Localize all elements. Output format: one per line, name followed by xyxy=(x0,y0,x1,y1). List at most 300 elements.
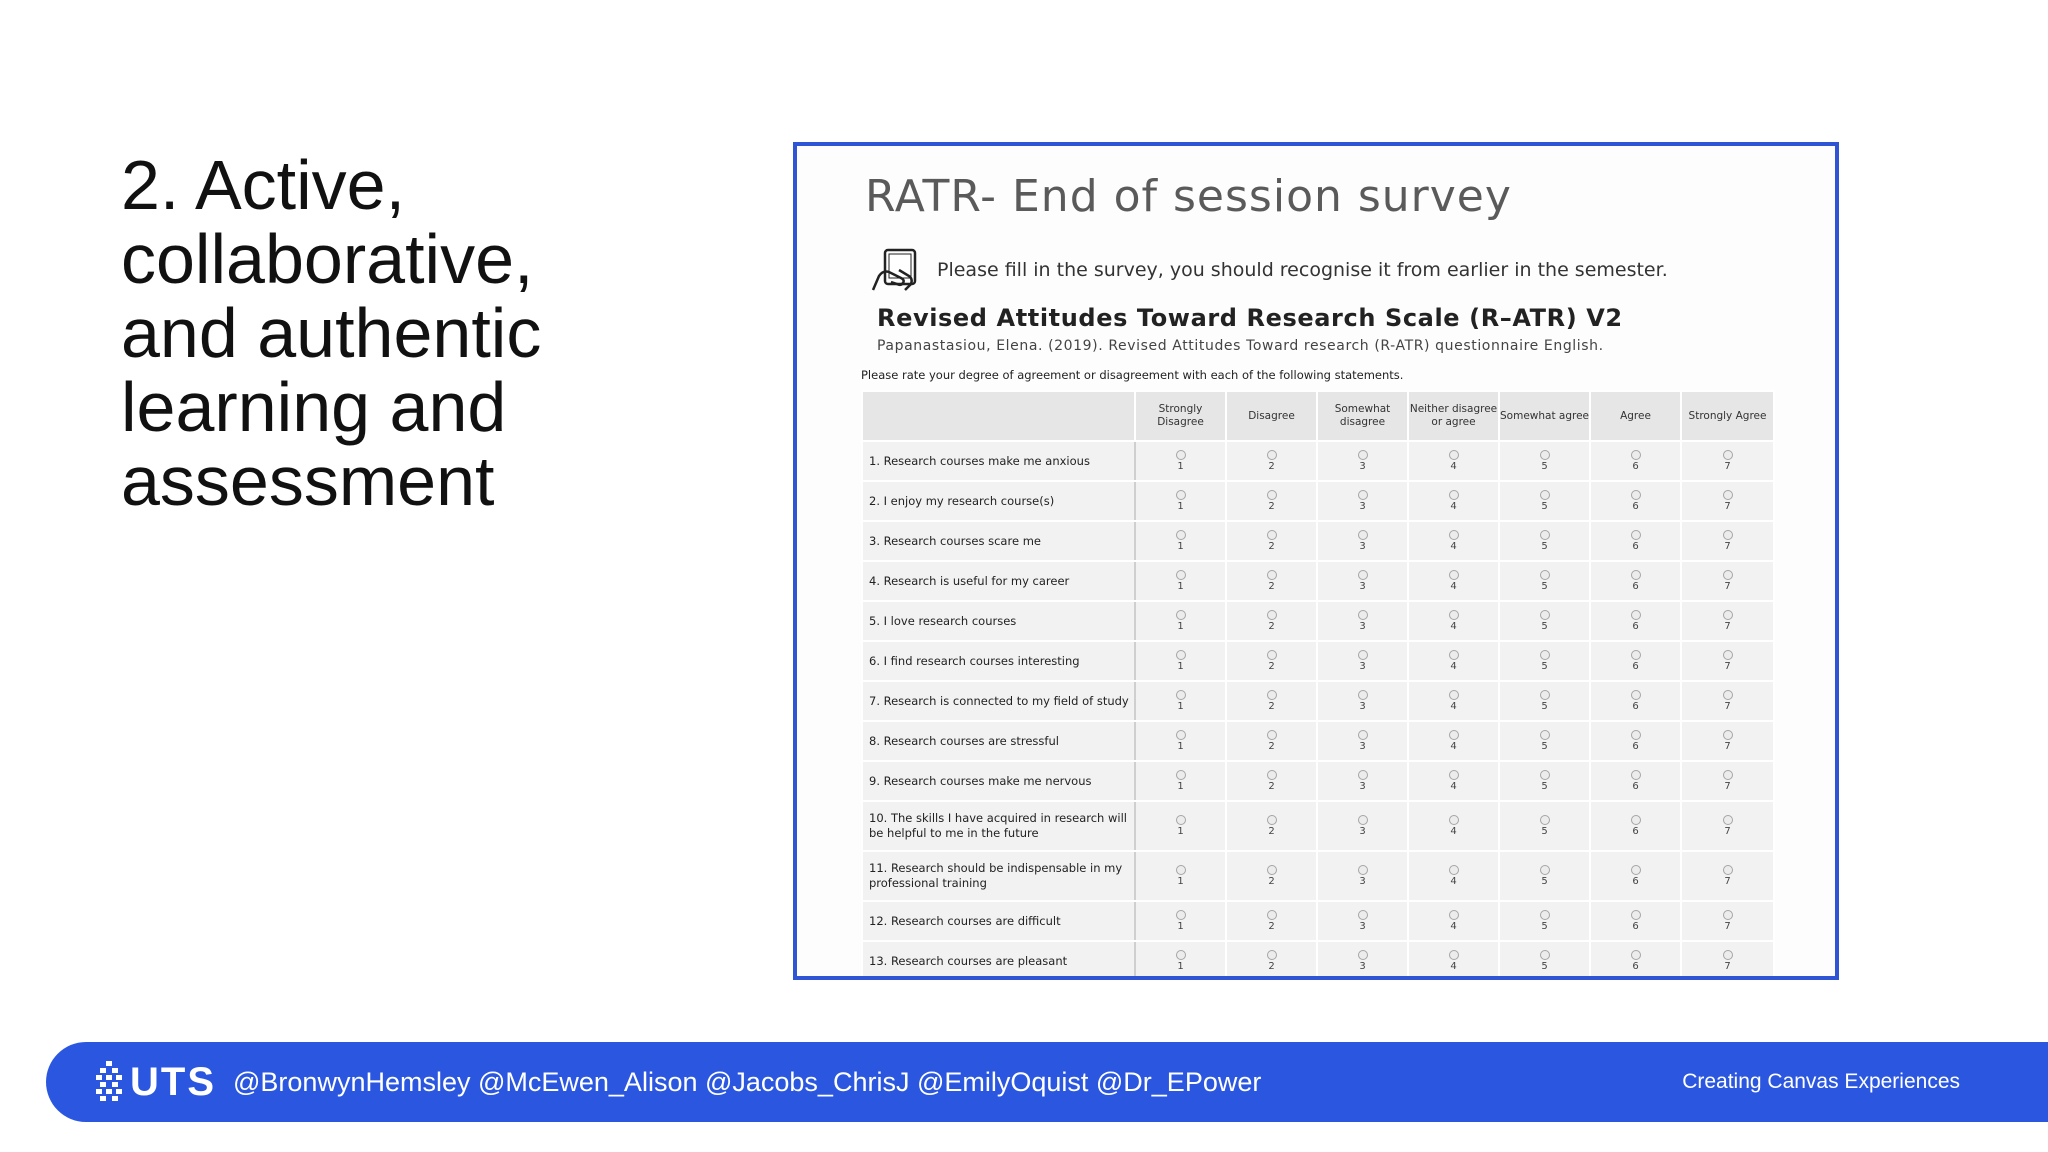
question-label: 4. Research is useful for my career xyxy=(862,561,1135,601)
radio-button[interactable] xyxy=(1358,610,1368,620)
rating-option[interactable] xyxy=(1681,761,1774,801)
option-number: 3 xyxy=(1359,920,1366,932)
radio-button[interactable] xyxy=(1540,690,1550,700)
option-number: 5 xyxy=(1541,660,1548,672)
radio-button[interactable] xyxy=(1449,610,1459,620)
option-number: 4 xyxy=(1450,460,1457,472)
rating-option[interactable] xyxy=(1681,521,1774,561)
radio-button[interactable] xyxy=(1176,450,1186,460)
radio-button[interactable] xyxy=(1723,865,1733,875)
rating-option[interactable] xyxy=(1681,901,1774,941)
radio-button[interactable] xyxy=(1358,490,1368,500)
rating-option[interactable] xyxy=(1590,441,1681,481)
rating-option[interactable] xyxy=(1226,601,1317,641)
radio-button[interactable] xyxy=(1267,490,1277,500)
option-number: 6 xyxy=(1632,700,1639,712)
rating-option[interactable] xyxy=(1226,721,1317,761)
rating-option[interactable] xyxy=(1499,561,1590,601)
option-number: 7 xyxy=(1724,700,1731,712)
radio-button[interactable] xyxy=(1631,770,1641,780)
option-number: 1 xyxy=(1177,920,1184,932)
option-number: 5 xyxy=(1541,500,1548,512)
rating-option[interactable] xyxy=(1590,481,1681,521)
option-number: 5 xyxy=(1541,875,1548,887)
rating-option[interactable] xyxy=(1135,801,1226,851)
rating-option[interactable] xyxy=(1135,521,1226,561)
question-label: 8. Research courses are stressful xyxy=(862,721,1135,761)
radio-button[interactable] xyxy=(1176,690,1186,700)
radio-button[interactable] xyxy=(1267,690,1277,700)
option-number: 6 xyxy=(1632,460,1639,472)
option-number: 2 xyxy=(1268,700,1275,712)
option-number: 2 xyxy=(1268,580,1275,592)
radio-button[interactable] xyxy=(1449,770,1459,780)
radio-button[interactable] xyxy=(1267,610,1277,620)
uts-logo-text: UTS xyxy=(130,1060,216,1104)
title-line: learning and xyxy=(121,368,507,446)
radio-button[interactable] xyxy=(1176,950,1186,960)
rating-option[interactable] xyxy=(1590,681,1681,721)
radio-button[interactable] xyxy=(1631,950,1641,960)
rating-option[interactable] xyxy=(1135,441,1226,481)
option-number: 3 xyxy=(1359,620,1366,632)
radio-button[interactable] xyxy=(1540,730,1550,740)
question-label: 6. I find research courses interesting xyxy=(862,641,1135,681)
radio-button[interactable] xyxy=(1540,650,1550,660)
option-number: 2 xyxy=(1268,960,1275,972)
rating-option[interactable] xyxy=(1226,441,1317,481)
likert-table xyxy=(861,390,1775,980)
rating-option[interactable] xyxy=(1499,641,1590,681)
table-row xyxy=(862,521,1774,561)
question-label: 1. Research courses make me anxious xyxy=(862,441,1135,481)
rating-option[interactable] xyxy=(1317,481,1408,521)
option-number: 3 xyxy=(1359,580,1366,592)
radio-button[interactable] xyxy=(1540,865,1550,875)
option-number: 7 xyxy=(1724,875,1731,887)
radio-button[interactable] xyxy=(1723,690,1733,700)
rating-option[interactable] xyxy=(1590,601,1681,641)
option-number: 3 xyxy=(1359,780,1366,792)
rating-option[interactable] xyxy=(1408,441,1499,481)
option-number: 1 xyxy=(1177,780,1184,792)
radio-button[interactable] xyxy=(1267,570,1277,580)
rating-option[interactable] xyxy=(1135,721,1226,761)
title-line: 2. Active, xyxy=(121,146,406,224)
table-row xyxy=(862,801,1774,851)
rating-option[interactable] xyxy=(1408,601,1499,641)
radio-button[interactable] xyxy=(1267,650,1277,660)
table-row xyxy=(862,481,1774,521)
radio-button[interactable] xyxy=(1358,865,1368,875)
radio-button[interactable] xyxy=(1540,610,1550,620)
radio-button[interactable] xyxy=(1723,570,1733,580)
rating-option[interactable] xyxy=(1408,801,1499,851)
option-number: 3 xyxy=(1359,700,1366,712)
rating-option[interactable] xyxy=(1226,681,1317,721)
rating-option[interactable] xyxy=(1681,801,1774,851)
radio-button[interactable] xyxy=(1631,865,1641,875)
option-number: 1 xyxy=(1177,740,1184,752)
uts-mark-icon xyxy=(96,1061,122,1105)
option-number: 6 xyxy=(1632,960,1639,972)
rating-option[interactable] xyxy=(1408,941,1499,980)
rating-option[interactable] xyxy=(1317,641,1408,681)
radio-button[interactable] xyxy=(1449,530,1459,540)
question-label: 12. Research courses are difficult xyxy=(862,901,1135,941)
rating-option[interactable] xyxy=(1499,681,1590,721)
radio-button[interactable] xyxy=(1176,910,1186,920)
rating-option[interactable] xyxy=(1226,761,1317,801)
rating-option[interactable] xyxy=(1226,641,1317,681)
rating-option[interactable] xyxy=(1317,941,1408,980)
column-header: Strongly Disagree xyxy=(1135,391,1226,441)
survey-title: RATR- End of session survey xyxy=(865,171,1512,222)
rating-option[interactable] xyxy=(1499,941,1590,980)
rating-option[interactable] xyxy=(1408,521,1499,561)
radio-button[interactable] xyxy=(1449,910,1459,920)
question-label: 10. The skills I have acquired in research will be helpful to me in the future xyxy=(862,801,1135,851)
radio-button[interactable] xyxy=(1540,450,1550,460)
rating-option[interactable] xyxy=(1135,681,1226,721)
radio-button[interactable] xyxy=(1449,490,1459,500)
option-number: 4 xyxy=(1450,620,1457,632)
radio-button[interactable] xyxy=(1176,650,1186,660)
rating-option[interactable] xyxy=(1499,441,1590,481)
option-number: 7 xyxy=(1724,500,1731,512)
rating-option[interactable] xyxy=(1408,481,1499,521)
option-number: 5 xyxy=(1541,960,1548,972)
table-row xyxy=(862,441,1774,481)
rating-option[interactable] xyxy=(1499,721,1590,761)
option-number: 4 xyxy=(1450,960,1457,972)
option-number: 6 xyxy=(1632,780,1639,792)
rating-option[interactable] xyxy=(1499,521,1590,561)
header-blank xyxy=(862,391,1135,441)
radio-button[interactable] xyxy=(1540,570,1550,580)
rating-option[interactable] xyxy=(1317,521,1408,561)
option-number: 4 xyxy=(1450,580,1457,592)
option-number: 4 xyxy=(1450,740,1457,752)
rating-option[interactable] xyxy=(1499,851,1590,901)
option-number: 6 xyxy=(1632,540,1639,552)
survey-screenshot xyxy=(793,142,1839,980)
rating-option[interactable] xyxy=(1681,481,1774,521)
table-row xyxy=(862,641,1774,681)
column-header: Strongly Agree xyxy=(1681,391,1774,441)
question-label: 7. Research is connected to my field of study xyxy=(862,681,1135,721)
radio-button[interactable] xyxy=(1449,865,1459,875)
radio-button[interactable] xyxy=(1358,950,1368,960)
radio-button[interactable] xyxy=(1631,450,1641,460)
title-line: assessment xyxy=(121,442,495,520)
radio-button[interactable] xyxy=(1358,770,1368,780)
column-header: Somewhat disagree xyxy=(1317,391,1408,441)
option-number: 7 xyxy=(1724,660,1731,672)
radio-button[interactable] xyxy=(1631,650,1641,660)
table-row xyxy=(862,901,1774,941)
rating-option[interactable] xyxy=(1317,901,1408,941)
option-number: 6 xyxy=(1632,500,1639,512)
radio-button[interactable] xyxy=(1540,910,1550,920)
radio-button[interactable] xyxy=(1176,770,1186,780)
rating-option[interactable] xyxy=(1499,481,1590,521)
option-number: 2 xyxy=(1268,660,1275,672)
rating-option[interactable] xyxy=(1590,561,1681,601)
radio-button[interactable] xyxy=(1267,450,1277,460)
option-number: 6 xyxy=(1632,620,1639,632)
option-number: 2 xyxy=(1268,780,1275,792)
tablet-hand-icon xyxy=(869,246,929,294)
rating-option[interactable] xyxy=(1408,901,1499,941)
rating-option[interactable] xyxy=(1499,761,1590,801)
radio-button[interactable] xyxy=(1358,730,1368,740)
option-number: 5 xyxy=(1541,780,1548,792)
question-label: 5. I love research courses xyxy=(862,601,1135,641)
option-number: 5 xyxy=(1541,460,1548,472)
rating-option[interactable] xyxy=(1681,561,1774,601)
option-number: 3 xyxy=(1359,875,1366,887)
radio-button[interactable] xyxy=(1631,690,1641,700)
radio-button[interactable] xyxy=(1631,570,1641,580)
rating-option[interactable] xyxy=(1499,601,1590,641)
rating-option[interactable] xyxy=(1226,481,1317,521)
option-number: 7 xyxy=(1724,540,1731,552)
radio-button[interactable] xyxy=(1176,570,1186,580)
rating-option[interactable] xyxy=(1135,761,1226,801)
radio-button[interactable] xyxy=(1358,815,1368,825)
option-number: 3 xyxy=(1359,960,1366,972)
option-number: 4 xyxy=(1450,825,1457,837)
question-label: 3. Research courses scare me xyxy=(862,521,1135,561)
radio-button[interactable] xyxy=(1176,530,1186,540)
rating-option[interactable] xyxy=(1317,761,1408,801)
option-number: 5 xyxy=(1541,540,1548,552)
radio-button[interactable] xyxy=(1358,650,1368,660)
radio-button[interactable] xyxy=(1358,690,1368,700)
option-number: 7 xyxy=(1724,920,1731,932)
rating-option[interactable] xyxy=(1317,561,1408,601)
option-number: 1 xyxy=(1177,460,1184,472)
table-body xyxy=(862,441,1774,980)
radio-button[interactable] xyxy=(1723,770,1733,780)
rating-option[interactable] xyxy=(1226,561,1317,601)
radio-button[interactable] xyxy=(1540,815,1550,825)
radio-button[interactable] xyxy=(1267,815,1277,825)
radio-button[interactable] xyxy=(1723,610,1733,620)
column-header: Neither disagree or agree xyxy=(1408,391,1499,441)
uts-logo xyxy=(96,1060,216,1105)
radio-button[interactable] xyxy=(1267,530,1277,540)
rating-option[interactable] xyxy=(1317,721,1408,761)
radio-button[interactable] xyxy=(1723,490,1733,500)
option-number: 3 xyxy=(1359,540,1366,552)
scale-title: Revised Attitudes Toward Research Scale (R–ATR) V2 xyxy=(877,304,1623,332)
radio-button[interactable] xyxy=(1631,490,1641,500)
radio-button[interactable] xyxy=(1723,530,1733,540)
radio-button[interactable] xyxy=(1267,950,1277,960)
rating-prompt: Please rate your degree of agreement or disagreement with each of the following statements. xyxy=(861,368,1404,382)
radio-button[interactable] xyxy=(1176,730,1186,740)
radio-button[interactable] xyxy=(1449,690,1459,700)
option-number: 6 xyxy=(1632,740,1639,752)
radio-button[interactable] xyxy=(1449,950,1459,960)
rating-option[interactable] xyxy=(1590,901,1681,941)
radio-button[interactable] xyxy=(1449,650,1459,660)
radio-button[interactable] xyxy=(1631,530,1641,540)
rating-option[interactable] xyxy=(1681,941,1774,980)
rating-option[interactable] xyxy=(1135,901,1226,941)
radio-button[interactable] xyxy=(1449,450,1459,460)
rating-option[interactable] xyxy=(1590,851,1681,901)
option-number: 6 xyxy=(1632,875,1639,887)
option-number: 1 xyxy=(1177,540,1184,552)
rating-option[interactable] xyxy=(1681,721,1774,761)
table-row xyxy=(862,681,1774,721)
option-number: 2 xyxy=(1268,540,1275,552)
radio-button[interactable] xyxy=(1358,530,1368,540)
option-number: 5 xyxy=(1541,620,1548,632)
rating-option[interactable] xyxy=(1499,901,1590,941)
table-row xyxy=(862,851,1774,901)
rating-option[interactable] xyxy=(1681,681,1774,721)
option-number: 4 xyxy=(1450,920,1457,932)
radio-button[interactable] xyxy=(1176,815,1186,825)
radio-button[interactable] xyxy=(1540,490,1550,500)
radio-button[interactable] xyxy=(1540,530,1550,540)
radio-button[interactable] xyxy=(1540,950,1550,960)
radio-button[interactable] xyxy=(1631,815,1641,825)
radio-button[interactable] xyxy=(1267,770,1277,780)
rating-option[interactable] xyxy=(1317,601,1408,641)
rating-option[interactable] xyxy=(1317,441,1408,481)
radio-button[interactable] xyxy=(1267,865,1277,875)
option-number: 5 xyxy=(1541,920,1548,932)
radio-button[interactable] xyxy=(1449,570,1459,580)
option-number: 6 xyxy=(1632,920,1639,932)
option-number: 7 xyxy=(1724,740,1731,752)
radio-button[interactable] xyxy=(1631,730,1641,740)
radio-button[interactable] xyxy=(1723,950,1733,960)
radio-button[interactable] xyxy=(1723,650,1733,660)
radio-button[interactable] xyxy=(1540,770,1550,780)
survey-instruction: Please fill in the survey, you should recognise it from earlier in the semester. xyxy=(937,259,1668,281)
radio-button[interactable] xyxy=(1358,570,1368,580)
option-number: 3 xyxy=(1359,660,1366,672)
option-number: 1 xyxy=(1177,825,1184,837)
rating-option[interactable] xyxy=(1590,801,1681,851)
rating-option[interactable] xyxy=(1408,641,1499,681)
radio-button[interactable] xyxy=(1267,730,1277,740)
radio-button[interactable] xyxy=(1449,730,1459,740)
option-number: 7 xyxy=(1724,620,1731,632)
option-number: 5 xyxy=(1541,740,1548,752)
rating-option[interactable] xyxy=(1226,941,1317,980)
rating-option[interactable] xyxy=(1317,801,1408,851)
footer-tagline: Creating Canvas Experiences xyxy=(1682,1070,1960,1093)
option-number: 3 xyxy=(1359,825,1366,837)
rating-option[interactable] xyxy=(1590,941,1681,980)
rating-option[interactable] xyxy=(1590,761,1681,801)
radio-button[interactable] xyxy=(1449,815,1459,825)
option-number: 5 xyxy=(1541,580,1548,592)
rating-option[interactable] xyxy=(1135,941,1226,980)
rating-option[interactable] xyxy=(1317,851,1408,901)
option-number: 4 xyxy=(1450,660,1457,672)
rating-option[interactable] xyxy=(1226,801,1317,851)
rating-option[interactable] xyxy=(1408,561,1499,601)
rating-option[interactable] xyxy=(1408,761,1499,801)
option-number: 6 xyxy=(1632,580,1639,592)
radio-button[interactable] xyxy=(1723,910,1733,920)
option-number: 1 xyxy=(1177,620,1184,632)
radio-button[interactable] xyxy=(1267,910,1277,920)
option-number: 2 xyxy=(1268,460,1275,472)
rating-option[interactable] xyxy=(1590,521,1681,561)
survey-page xyxy=(797,146,1835,976)
option-number: 2 xyxy=(1268,500,1275,512)
question-label: 11. Research should be indispensable in my professional training xyxy=(862,851,1135,901)
rating-option[interactable] xyxy=(1681,851,1774,901)
option-number: 4 xyxy=(1450,540,1457,552)
rating-option[interactable] xyxy=(1681,441,1774,481)
radio-button[interactable] xyxy=(1723,450,1733,460)
radio-button[interactable] xyxy=(1176,865,1186,875)
option-number: 4 xyxy=(1450,780,1457,792)
table-row xyxy=(862,761,1774,801)
rating-option[interactable] xyxy=(1226,851,1317,901)
rating-option[interactable] xyxy=(1590,721,1681,761)
option-number: 5 xyxy=(1541,700,1548,712)
table-row xyxy=(862,721,1774,761)
rating-option[interactable] xyxy=(1590,641,1681,681)
rating-option[interactable] xyxy=(1135,481,1226,521)
rating-option[interactable] xyxy=(1135,561,1226,601)
rating-option[interactable] xyxy=(1135,601,1226,641)
radio-button[interactable] xyxy=(1358,450,1368,460)
option-number: 7 xyxy=(1724,825,1731,837)
rating-option[interactable] xyxy=(1135,851,1226,901)
rating-option[interactable] xyxy=(1681,641,1774,681)
rating-option[interactable] xyxy=(1499,801,1590,851)
table-row xyxy=(862,601,1774,641)
rating-option[interactable] xyxy=(1226,901,1317,941)
option-number: 7 xyxy=(1724,460,1731,472)
option-number: 1 xyxy=(1177,500,1184,512)
option-number: 7 xyxy=(1724,580,1731,592)
radio-button[interactable] xyxy=(1723,815,1733,825)
rating-option[interactable] xyxy=(1408,681,1499,721)
author-handles: @BronwynHemsley @McEwen_Alison @Jacobs_ChrisJ @EmilyOquist @Dr_EPower xyxy=(233,1067,1262,1097)
radio-button[interactable] xyxy=(1723,730,1733,740)
radio-button[interactable] xyxy=(1176,490,1186,500)
rating-option[interactable] xyxy=(1135,641,1226,681)
radio-button[interactable] xyxy=(1631,910,1641,920)
rating-option[interactable] xyxy=(1226,521,1317,561)
title-line: collaborative, xyxy=(121,220,534,298)
rating-option[interactable] xyxy=(1317,681,1408,721)
rating-option[interactable] xyxy=(1408,851,1499,901)
title-line: and authentic xyxy=(121,294,542,372)
column-header: Somewhat agree xyxy=(1499,391,1590,441)
option-number: 7 xyxy=(1724,780,1731,792)
rating-option[interactable] xyxy=(1408,721,1499,761)
radio-button[interactable] xyxy=(1631,610,1641,620)
option-number: 1 xyxy=(1177,580,1184,592)
radio-button[interactable] xyxy=(1176,610,1186,620)
rating-option[interactable] xyxy=(1681,601,1774,641)
radio-button[interactable] xyxy=(1358,910,1368,920)
